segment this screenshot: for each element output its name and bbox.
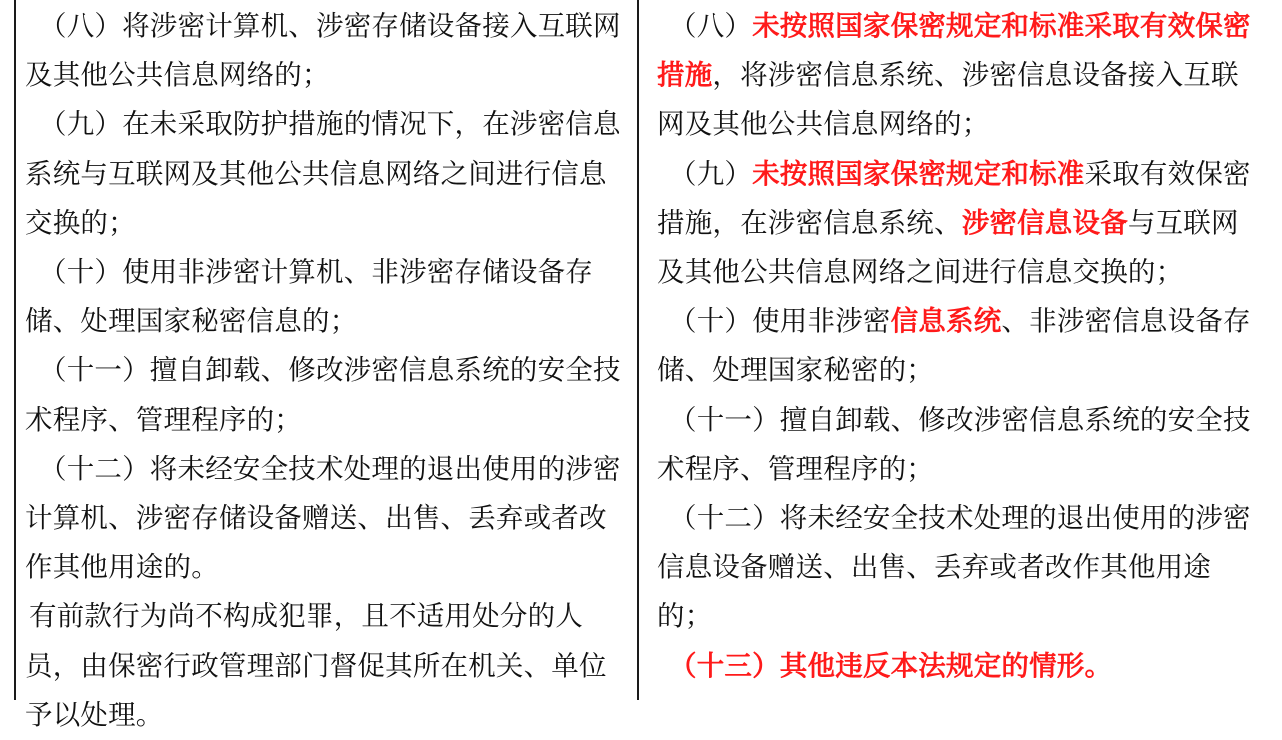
revised-item-12: （十二）将未经安全技术处理的退出使用的涉密信息设备赠送、出售、丢弃或者改作其他用途的； — [657, 502, 1251, 633]
item-9-text: 采取有效保密措施，在涉密信息系统、 — [657, 157, 1251, 239]
item-8-text: ，将涉密信息系统、涉密信息设备接入互联网及其他公共信息网络的； — [657, 59, 1239, 141]
original-item-10: （十）使用非涉密计算机、非涉密存储设备存储、处理国家秘密信息的； — [25, 256, 593, 338]
item-10-text: （十）使用非涉密 — [669, 305, 891, 338]
original-item-11: （十一）擅自卸载、修改涉密信息系统的安全技术程序、管理程序的； — [25, 354, 621, 436]
item-9-changed-text: 涉密信息设备 — [961, 206, 1128, 239]
original-item-9: （九）在未采取防护措施的情况下，在涉密信息系统与互联网及其他公共信息网络之间进行信息交换的； — [25, 108, 621, 239]
original-item-12: （十二）将未经安全技术处理的退出使用的涉密计算机、涉密存储设备赠送、出售、丢弃或者改作其他用途的。 — [25, 452, 621, 584]
item-10-changed-text: 信息系统 — [890, 305, 1002, 338]
item-10-text-end: 、非涉密信息设备存储、处理国家秘密的； — [657, 305, 1251, 387]
item-9-number: （九） — [669, 157, 753, 190]
original-text-column — [0, 0, 640, 731]
revised-item-11: （十一）擅自卸载、修改涉密信息系统的安全技术程序、管理程序的； — [657, 403, 1251, 485]
revised-item-13-new: （十三）其他违反本法规定的情形。 — [669, 649, 1113, 682]
revised-text-column — [642, 0, 1282, 700]
item-8-added-text: 未按照国家保密规定和标准采取有效保密措施 — [657, 10, 1251, 92]
original-closing-paragraph: 有前款行为尚不构成犯罪，且不适用处分的人员，由保密行政管理部门督促其所在机关、单位予以处理。 — [25, 600, 607, 731]
revised-item-9 — [657, 150, 1266, 298]
item-9-text-end: 与互联网及其他公共信息网络之间进行信息交换的； — [657, 206, 1239, 289]
item-8-number: （八） — [669, 10, 753, 42]
revised-item-8 — [657, 2, 1266, 150]
original-item-8: （八）将涉密计算机、涉密存储设备接入互联网及其他公共信息网络的； — [25, 10, 621, 92]
item-9-added-text: 未按照国家保密规定和标准 — [752, 157, 1085, 190]
revised-item-10 — [657, 297, 1266, 395]
